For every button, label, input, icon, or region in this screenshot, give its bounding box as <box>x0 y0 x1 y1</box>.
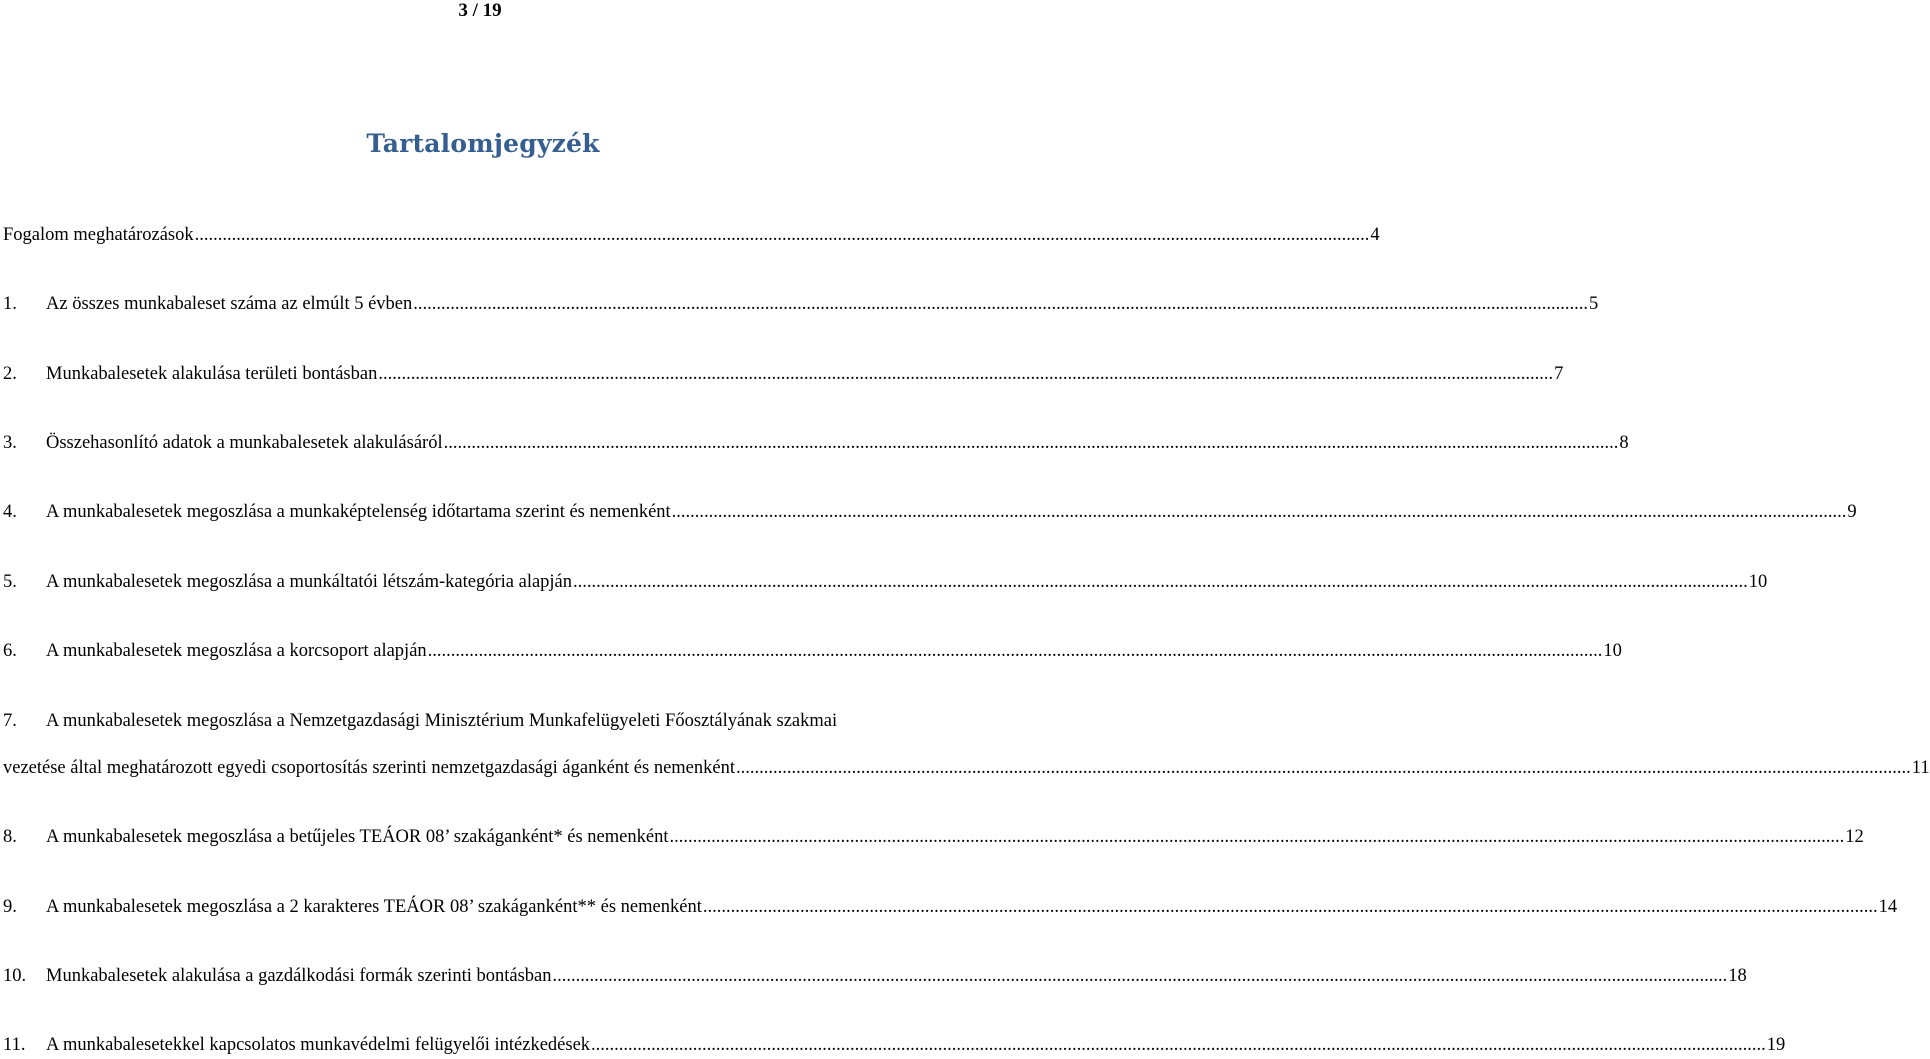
toc-entry-page: 5 <box>1589 294 1599 314</box>
toc-entry[interactable] <box>3 639 1622 663</box>
toc-entry-page: 7 <box>1554 364 1564 384</box>
toc-entry-text: A munkabalesetek megoszlása a munkáltatói létszám-kategória alapján <box>46 572 573 592</box>
toc-entry-text: Fogalom meghatározások <box>3 225 194 245</box>
toc-leader <box>413 292 1588 316</box>
toc-leader <box>591 1033 1766 1057</box>
toc-entry-number: 6. <box>3 641 17 661</box>
toc-entry[interactable] <box>3 223 1380 247</box>
page-number: 3 / 19 <box>458 0 502 21</box>
toc-leader <box>195 223 1370 247</box>
toc-leader <box>552 964 1727 988</box>
toc-entry[interactable] <box>3 570 1768 594</box>
toc-entry-number: 9. <box>3 897 17 917</box>
toc-entry-page: 11 <box>1911 758 1930 778</box>
toc-title: Tartalomjegyzék <box>366 129 600 158</box>
toc-entry-number: 1. <box>3 294 17 314</box>
toc-leader <box>444 431 1619 455</box>
toc-leader <box>669 825 1844 849</box>
toc-entry-page: 10 <box>1603 641 1622 661</box>
toc-entry-text: Munkabalesetek alakulása a gazdálkodási formák szerinti bontásban <box>46 966 552 986</box>
toc-entry-number: 11. <box>3 1035 26 1055</box>
toc-entry[interactable] <box>3 709 963 733</box>
toc-leader <box>736 756 1911 780</box>
toc-entry-text: A munkabalesetek megoszlása a Nemzetgazdasági Minisztérium Munkafelügyeleti Főosztályának szakmai <box>46 711 838 731</box>
toc-entry[interactable] <box>3 292 1599 316</box>
toc-entry-number: 8. <box>3 827 17 847</box>
toc-entry[interactable] <box>3 964 1747 988</box>
toc-entry-page: 12 <box>1845 827 1864 847</box>
toc-entry-text: Munkabalesetek alakulása területi bontásban <box>46 364 378 384</box>
toc-entry[interactable] <box>3 895 1898 919</box>
toc-entry-text: Az összes munkabaleset száma az elmúlt 5 évben <box>46 294 413 314</box>
toc-entry[interactable] <box>3 825 1864 849</box>
toc-leader <box>573 570 1748 594</box>
toc-entry-text: Összehasonlító adatok a munkabalesetek alakulásáról <box>46 433 443 453</box>
toc-entry-page: 8 <box>1619 433 1629 453</box>
toc-entry-number: 5. <box>3 572 17 592</box>
toc-entry-text: A munkabalesetekkel kapcsolatos munkavédelmi felügyelői intézkedések <box>46 1035 591 1055</box>
toc-leader <box>703 895 1878 919</box>
toc-entry-number: 7. <box>3 711 17 731</box>
toc-entry-page: 14 <box>1878 897 1898 917</box>
toc-entry[interactable] <box>3 1033 1786 1057</box>
toc-entry-text: A munkabalesetek megoszlása a 2 karakteres TEÁOR 08’ szakáganként** és nemenként <box>46 897 702 917</box>
toc-entry-page: 9 <box>1847 502 1857 522</box>
toc-entry-text: A munkabalesetek megoszlása a betűjeles TEÁOR 08’ szakáganként* és nemenként <box>46 827 669 847</box>
toc-entry[interactable] <box>3 362 1564 386</box>
toc-entry-text: A munkabalesetek megoszlása a munkaképtelenség időtartama szerint és nemenként <box>46 502 671 522</box>
toc-entry-number: 4. <box>3 502 17 522</box>
toc-entry-text: A munkabalesetek megoszlása a korcsoport alapján <box>46 641 427 661</box>
toc-entry-text: vezetése által meghatározott egyedi csoportosítás szerinti nemzetgazdasági áganként és nemenként <box>3 758 735 778</box>
toc-entry-page: 18 <box>1728 966 1747 986</box>
toc-entry[interactable] <box>3 500 1857 524</box>
toc-leader <box>672 500 1847 524</box>
toc-entry-number: 3. <box>3 433 17 453</box>
toc-leader <box>378 362 1553 386</box>
toc-entry-number: 10. <box>3 966 27 986</box>
toc-entry-page: 10 <box>1748 572 1768 592</box>
toc-leader <box>428 639 1603 663</box>
toc-entry-continuation[interactable] <box>3 756 1930 780</box>
toc-entry-number: 2. <box>3 364 17 384</box>
toc-entry-page: 4 <box>1370 225 1380 245</box>
toc-entry-page: 19 <box>1766 1035 1786 1055</box>
toc-entry[interactable] <box>3 431 1629 455</box>
